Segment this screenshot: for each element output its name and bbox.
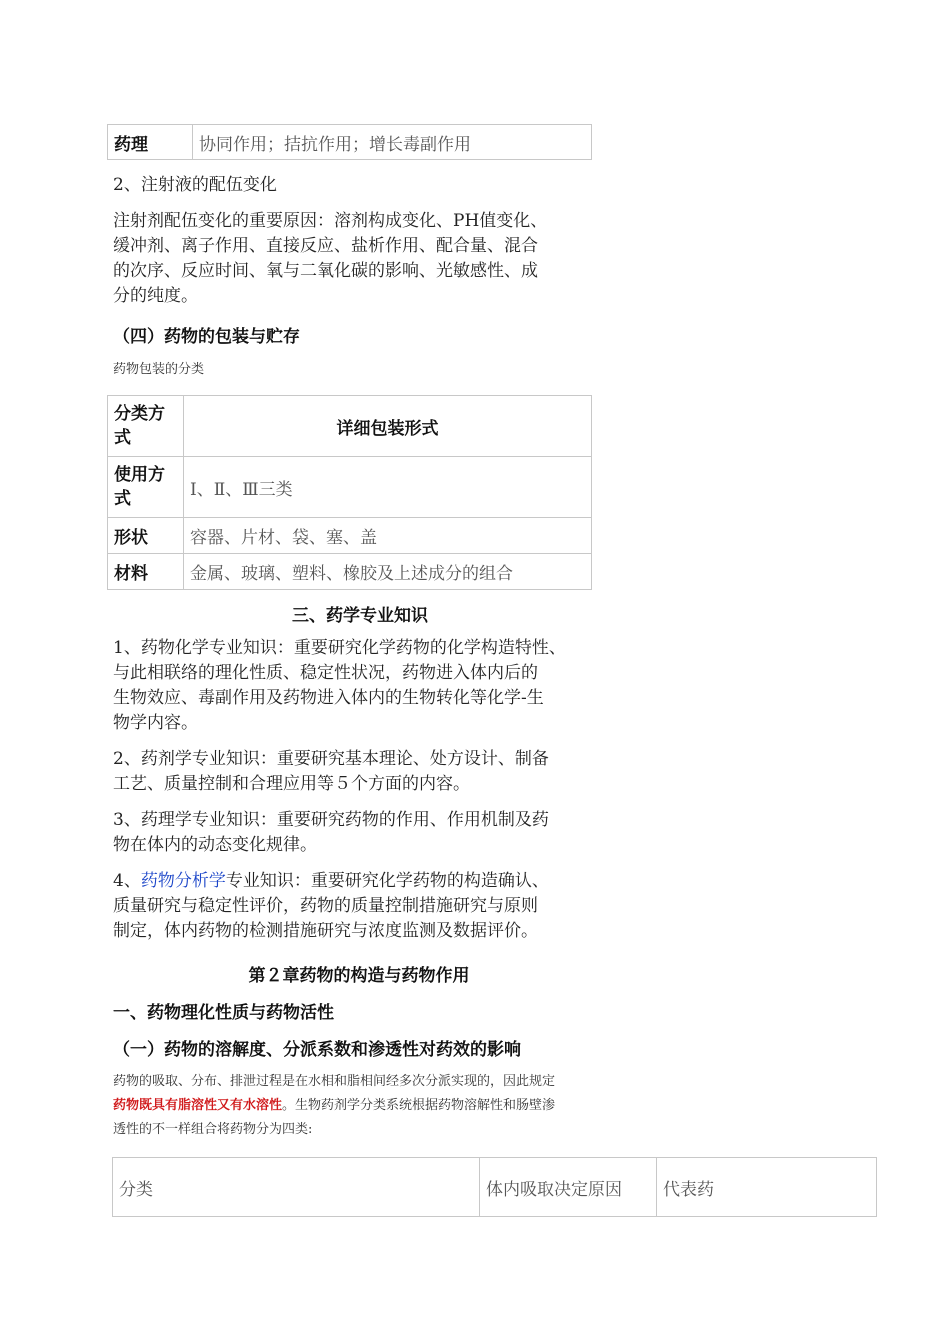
pharmaceutical-analysis-link[interactable]: 药物分析学 bbox=[140, 871, 226, 891]
injection-title: 2、注射液的配伍变化 bbox=[113, 175, 277, 195]
table-label-pharmacology: 药理 bbox=[108, 125, 193, 160]
injection-line: 分的纯度。 bbox=[113, 286, 198, 306]
list-item: 3、药理学专业知识：重要研究药物的作用、作用机制及药 物在体内的动态变化规律。 bbox=[113, 810, 549, 855]
packaging-heading: （四）药物的包装与贮存 bbox=[113, 327, 300, 347]
packaging-row-value: Ⅰ、Ⅱ、Ⅲ三类 bbox=[184, 457, 592, 518]
list-item: 2、药剂学专业知识：重要研究基本理论、处方设计、制备 工艺、质量控制和合理应用等５个方面的内容。 bbox=[113, 749, 549, 794]
packaging-row-value: 容器、片材、袋、塞、盖 bbox=[184, 518, 592, 554]
section-three-heading: 三、药学专业知识 bbox=[292, 606, 428, 626]
injection-body bbox=[113, 209, 613, 309]
packaging-row-label: 形状 bbox=[108, 518, 184, 554]
packaging-table bbox=[107, 395, 592, 590]
bcs-header-representative-drug: 代表药 bbox=[657, 1158, 877, 1217]
packaging-header-category: 分类方 式 bbox=[108, 396, 184, 457]
chapter-two-paragraph: 药物的吸取、分布、排泄过程是在水相和脂相间经多次分派实现的，因此规定 药物既具有脂溶性又有水溶性。生物药剂学分类系统根据药物溶解性和肠壁渗 透性的不一样组合将药物分为四类: bbox=[113, 1074, 556, 1137]
injection-line: 注射剂配伍变化的重要原因：溶剂构成变化、PH值变化、 bbox=[113, 211, 548, 231]
pharmacology-table bbox=[107, 124, 592, 160]
packaging-header-detail: 详细包装形式 bbox=[184, 396, 592, 457]
bcs-header-category: 分类 bbox=[113, 1158, 480, 1217]
chapter-two-section-heading: 一、药物理化性质与药物活性 bbox=[113, 1003, 334, 1023]
table-value-pharmacology: 协同作用；拮抗作用；增长毒副作用 bbox=[193, 125, 592, 160]
section-three-body bbox=[113, 636, 633, 944]
list-item: 1、药物化学专业知识：重要研究化学药物的化学构造特性、 与此相联络的理化性质、稳定性状况，药物进入体内后的 生物效应、毒副作用及药物进入体内的生物转化等化学-生 物学内容。 bbox=[113, 638, 566, 733]
chapter-two-heading: 第２章药物的构造与药物作用 bbox=[248, 966, 470, 986]
list-item: 4、药物分析学专业知识：重要研究化学药物的构造确认、 质量研究与稳定性评价，药物的质量控制措施研究与原则 制定，体内药物的检测措施研究与浓度监测及数据评价。 bbox=[113, 871, 549, 941]
packaging-row-value: 金属、玻璃、塑料、橡胶及上述成分的组合 bbox=[184, 554, 592, 590]
packaging-row-label: 材料 bbox=[108, 554, 184, 590]
bcs-header-absorption-factor: 体内吸取决定原因 bbox=[480, 1158, 657, 1217]
highlight-text: 药物既具有脂溶性又有水溶性 bbox=[113, 1098, 283, 1113]
injection-line: 的次序、反应时间、氧与二氧化碳的影响、光敏感性、成 bbox=[113, 261, 538, 281]
chapter-two-subsection-heading: （一）药物的溶解度、分派系数和渗透性对药效的影响 bbox=[113, 1040, 521, 1060]
injection-line: 缓冲剂、离子作用、直接反应、盐析作用、配合量、混合 bbox=[113, 236, 538, 256]
bcs-table bbox=[112, 1157, 877, 1217]
packaging-caption: 药物包装的分类 bbox=[113, 362, 205, 377]
packaging-row-label: 使用方 式 bbox=[108, 457, 184, 518]
